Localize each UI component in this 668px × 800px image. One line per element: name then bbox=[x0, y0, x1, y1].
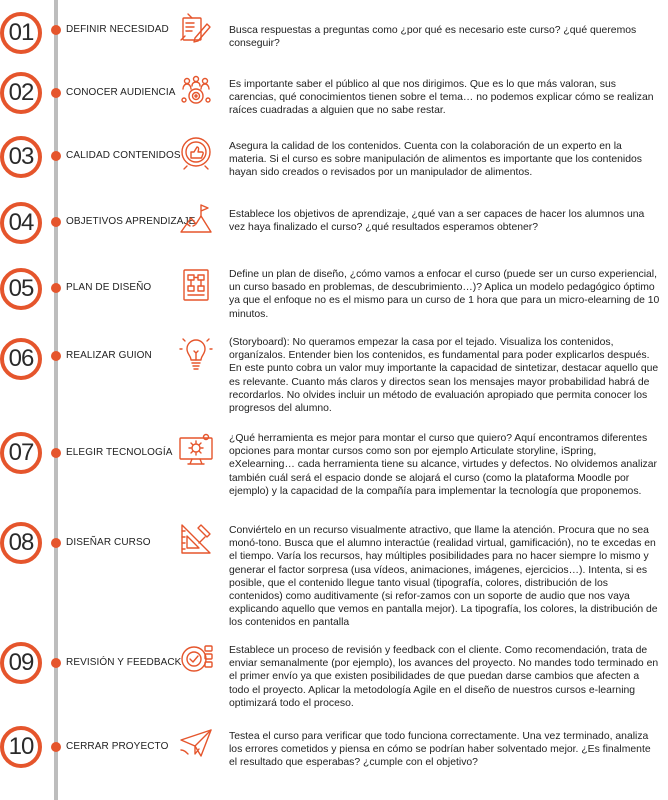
step-title: PLAN DE DISEÑO bbox=[66, 282, 152, 293]
timeline-dot bbox=[51, 742, 61, 752]
paper-plane-icon bbox=[179, 726, 213, 760]
step-description: Asegura la calidad de los contenidos. Cuenta con la colaboración de un experto en la materia. Si el curso es sobre manipulación de alimentos es importante que los contenidos hayan sido creados o revisados por un manipulador de alimentos. bbox=[229, 141, 642, 179]
step-description: Es importante saber el público al que nos dirigimos. Que es lo que más valoran, sus carencias, qué conocimientos tienen sobre el tema… no podemos explicar cómo se realizan raíces cuadradas a alguien que no sabe restar. bbox=[229, 79, 654, 117]
flowchart-plan-icon bbox=[179, 268, 213, 302]
timeline-dot bbox=[51, 351, 61, 361]
mountain-flag-icon bbox=[179, 202, 213, 236]
step-description: Conviértelo en un recurso visualmente atractivo, que llame la atención. Procura que no sea monó-tono. Busca que el alumno interactúe (realidad virtual, gamificación), no te excedas en el tiempo. Varía los recursos, hay múltiples posibilidades para no hacer siempre lo mismo y generar el factor sorpresa (usa vídeos, animaciones, imágenes, ejercicios…). Intenta, si es posible, que el contenido llegue tanto visual (tipografía, colores, distribución de los contenidos) como auditivamente (si refor-zamos con un soporte de audio que nos vaya explicando aquello que vemos en pantalla mejor). La tipografía, los colores, la distribución de los contenidos en pantalla bbox=[229, 525, 658, 629]
review-feedback-icon bbox=[179, 642, 213, 676]
audience-target-icon bbox=[179, 74, 213, 108]
step-number-circle bbox=[0, 136, 42, 178]
step-description: Establece los objetivos de aprendizaje, ¿qué van a ser capaces de hacer los alumnos una vez haya finalizado el curso? ¿qué resultados esperamos obtener? bbox=[229, 209, 645, 234]
timeline-dot bbox=[51, 88, 61, 98]
design-tools-icon bbox=[179, 522, 213, 556]
step-number: 08 bbox=[8, 529, 34, 556]
step-number-circle bbox=[0, 202, 42, 244]
step-title: CERRAR PROYECTO bbox=[66, 741, 169, 752]
step-number-circle bbox=[0, 726, 42, 768]
step-title: CONOCER AUDIENCIA bbox=[66, 87, 176, 98]
step-number-circle bbox=[0, 72, 42, 114]
timeline-dot bbox=[51, 658, 61, 668]
step-number: 03 bbox=[8, 143, 34, 170]
timeline-dot bbox=[51, 538, 61, 548]
timeline-dot bbox=[51, 151, 61, 161]
step-description: Define un plan de diseño, ¿cómo vamos a enfocar el curso (puede ser un curso experiencial, un curso basado en problemas, de descubrimiento…)? Aplica un modelo pedagógico óptimo ya que el enfoque no es el mismo para un curso de 1 hora que para un micro-elearning de 10 minutos. bbox=[229, 269, 660, 320]
monitor-gear-icon bbox=[179, 433, 213, 467]
pencil-checklist-icon bbox=[179, 12, 213, 46]
timeline-dot bbox=[51, 283, 61, 293]
step-number-circle bbox=[0, 268, 42, 310]
step-title: CALIDAD CONTENIDOS bbox=[66, 150, 181, 161]
step-title: ELEGIR TECNOLOGÍA bbox=[66, 447, 173, 458]
step-number: 05 bbox=[8, 275, 34, 302]
step-title: DISEÑAR CURSO bbox=[66, 537, 151, 548]
timeline-dot bbox=[51, 448, 61, 458]
step-number: 04 bbox=[8, 209, 34, 236]
quality-thumbs-up-icon bbox=[179, 136, 213, 170]
step-description: Establece un proceso de revisión y feedback con el cliente. Como recomendación, trata de enviar semanalmente (por ejemplo), los avances del proyecto. No mandes todo terminado en el primer envío ya que existen posibilidades de que puedan darse cambios que afecten a todo el proyecto. Aplicar la metodología Agile en el diseño de nuestros cursos e-learning optimizará todo el proceso. bbox=[229, 645, 659, 709]
step-description: ¿Qué herramienta es mejor para montar el curso que quiero? Aquí encontramos diferentes opciones para montar cursos como son por ejemplo Articulate storyline, iSpring, eXelearning… cada herramienta tiene su alcance, virtudes y defectos. No olvidemos analizar también cuál será el espacio donde se alojará el curso (como la plataforma Moodle por ejemplo) y la capacidad de la compañía para implementar la tecnología que proponemos. bbox=[229, 433, 657, 497]
step-title: DEFINIR NECESIDAD bbox=[66, 24, 169, 35]
timeline-dot bbox=[51, 217, 61, 227]
step-number-circle bbox=[0, 432, 42, 474]
timeline-dot bbox=[51, 25, 61, 35]
step-number: 02 bbox=[8, 79, 34, 106]
step-number: 07 bbox=[8, 439, 34, 466]
step-number: 09 bbox=[8, 649, 34, 676]
timeline-line bbox=[54, 0, 58, 800]
step-number-circle bbox=[0, 338, 42, 380]
step-number: 10 bbox=[8, 733, 34, 760]
step-title: REALIZAR GUION bbox=[66, 350, 152, 361]
step-description: Busca respuestas a preguntas como ¿por qué es necesario este curso? ¿qué queremos conseguir? bbox=[229, 25, 637, 50]
step-number: 06 bbox=[8, 345, 34, 372]
step-description: Testea el curso para verificar que todo funciona correctamente. Una vez terminado, analiza los errores cometidos y piensa en cómo se podrían haber solventado mejor. ¿Es finalmente el resultado que esperabas? ¿cumple con el objetivo? bbox=[229, 731, 651, 769]
step-description: (Storyboard): No queramos empezar la casa por el tejado. Visualiza los contenidos, organízalos. Entender bien los contenidos, es fundamental para poder explicarlos después. En este punto cobra un valor muy importante la capacidad de sintetizar, destacar aquello que es relevante. Cuanto más claros y directos sean los mensajes mayor probabilidad habrá de recordarlos. No olvides incluir un método de evaluación apropiado que permita conocer los progresos del alumno. bbox=[229, 337, 659, 415]
step-number-circle bbox=[0, 522, 42, 564]
step-number: 01 bbox=[8, 19, 34, 46]
step-title: REVISIÓN Y FEEDBACK bbox=[66, 657, 182, 668]
lightbulb-icon bbox=[179, 338, 213, 372]
step-number-circle bbox=[0, 642, 42, 684]
step-number-circle bbox=[0, 12, 42, 54]
step-title: OBJETIVOS APRENDIZAJE bbox=[66, 216, 196, 227]
